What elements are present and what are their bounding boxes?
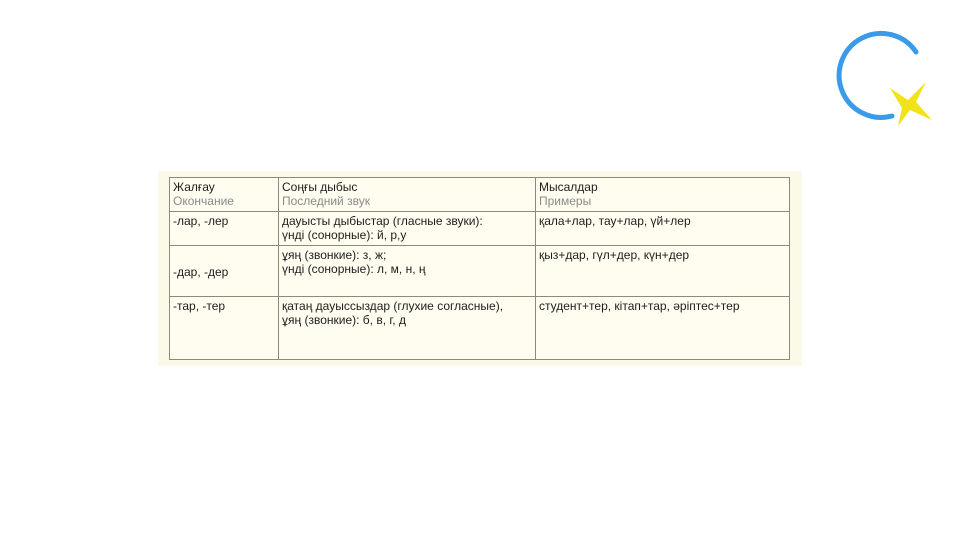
table-header-row [170, 178, 790, 212]
sound-cell [279, 246, 536, 297]
header-sound [279, 178, 536, 212]
header-examples-ru: Примеры [539, 194, 592, 208]
ending-cell: -тар, -тер [170, 297, 279, 360]
header-examples [536, 178, 790, 212]
table-row [170, 246, 790, 297]
sound-line: ұяң (звонкие): б, в, г, д [282, 313, 406, 327]
sound-cell [279, 212, 536, 246]
ending-cell: -дар, -дер [170, 246, 279, 297]
header-examples-kk: Мысалдар [539, 180, 598, 194]
plural-endings-table [169, 177, 790, 360]
sound-line: ұяң (звонкие): з, ж; [282, 248, 387, 262]
table-row [170, 212, 790, 246]
logo-icon [830, 30, 934, 126]
sound-cell [279, 297, 536, 360]
header-sound-kk: Соңғы дыбыс [282, 180, 358, 194]
sound-line: дауысты дыбыстар (гласные звуки): [282, 214, 483, 228]
table-row [170, 297, 790, 360]
sound-line: үнді (сонорные): й, р,у [282, 228, 407, 242]
header-ending-kk: Жалғау [173, 180, 215, 194]
examples-cell: студент+тер, кітап+тар, әріптес+тер [536, 297, 790, 360]
sound-line: қатаң дауыссыздар (глухие согласные), [282, 299, 504, 313]
examples-cell: қала+лар, тау+лар, үй+лер [536, 212, 790, 246]
header-sound-ru: Последний звук [282, 194, 370, 208]
examples-cell: қыз+дар, гүл+дер, күн+дер [536, 246, 790, 297]
ending-cell: -лар, -лер [170, 212, 279, 246]
header-ending [170, 178, 279, 212]
logo-star [890, 82, 932, 126]
header-ending-ru: Окончание [173, 194, 234, 208]
sound-line: үнді (сонорные): л, м, н, ң [282, 262, 426, 276]
